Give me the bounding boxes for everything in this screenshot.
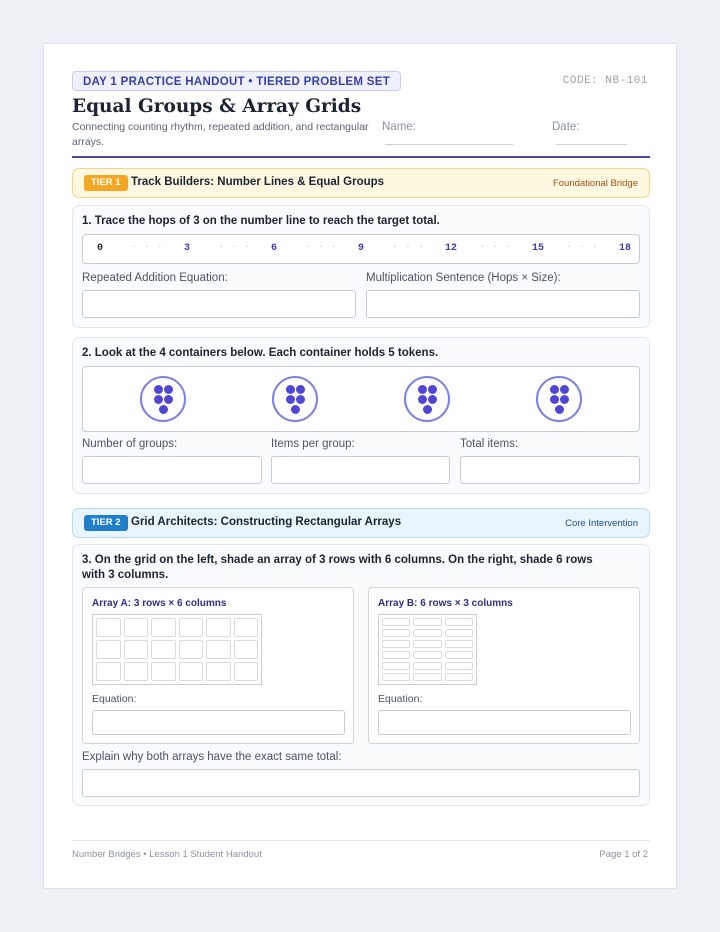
handout-badge: DAY 1 PRACTICE HANDOUT • TIERED PROBLEM SET bbox=[72, 71, 401, 91]
array-b-equation-label: Equation: bbox=[378, 693, 423, 705]
tier1-title: Track Builders: Number Lines & Equal Groups bbox=[131, 176, 385, 188]
token bbox=[154, 385, 163, 394]
grid-cell[interactable] bbox=[445, 640, 473, 648]
array-a-equation-input[interactable] bbox=[92, 710, 345, 735]
grid-cell[interactable] bbox=[124, 640, 149, 659]
number-line-tick: 0 bbox=[97, 243, 104, 254]
tier2-banner bbox=[72, 508, 650, 538]
multiplication-sentence-input[interactable] bbox=[366, 290, 640, 318]
array-b-equation-input[interactable] bbox=[378, 710, 631, 735]
name-label: Name: bbox=[382, 121, 416, 133]
grid-cell[interactable] bbox=[151, 640, 176, 659]
grid-cell[interactable] bbox=[382, 629, 410, 637]
grid-cell[interactable] bbox=[96, 618, 121, 637]
tier1-chip: TIER 1 bbox=[84, 175, 128, 191]
grid-cell[interactable] bbox=[96, 662, 121, 681]
grid-cell[interactable] bbox=[382, 618, 410, 626]
grid-cell[interactable] bbox=[96, 640, 121, 659]
token bbox=[159, 405, 168, 414]
array-a-grid[interactable] bbox=[92, 614, 262, 685]
groups-label: Number of groups: bbox=[82, 438, 178, 450]
tier1-tag: Foundational Bridge bbox=[552, 178, 638, 189]
handout-code: CODE: NB-101 bbox=[562, 75, 648, 87]
token bbox=[296, 395, 305, 404]
number-line-dots: · · · bbox=[392, 242, 425, 252]
grid-cell[interactable] bbox=[151, 618, 176, 637]
array-b-card bbox=[368, 587, 640, 744]
groups-input[interactable] bbox=[82, 456, 262, 484]
tier2-title: Grid Architects: Constructing Rectangular Arrays bbox=[131, 516, 402, 528]
token bbox=[555, 405, 564, 414]
footer-left: Number Bridges • Lesson 1 Student Handout bbox=[72, 849, 262, 860]
containers-panel bbox=[82, 366, 640, 432]
footer-page-number: Page 1 of 2 bbox=[599, 849, 648, 860]
grid-cell[interactable] bbox=[382, 673, 410, 681]
date-label: Date: bbox=[552, 121, 580, 133]
tier2-chip: TIER 2 bbox=[84, 515, 128, 531]
tier2-tag: Core Intervention bbox=[565, 518, 638, 529]
number-line-tick: 3 bbox=[184, 243, 191, 254]
grid-cell[interactable] bbox=[413, 640, 441, 648]
footer-divider bbox=[72, 840, 650, 841]
grid-cell[interactable] bbox=[382, 640, 410, 648]
question-2-prompt: 2. Look at the 4 containers below. Each container holds 5 tokens. bbox=[82, 347, 439, 359]
grid-cell[interactable] bbox=[179, 662, 204, 681]
grid-cell[interactable] bbox=[413, 618, 441, 626]
grid-cell[interactable] bbox=[382, 662, 410, 670]
number-line-dots: · · · bbox=[479, 242, 512, 252]
number-line bbox=[82, 234, 640, 264]
grid-cell[interactable] bbox=[206, 618, 231, 637]
repeated-addition-input[interactable] bbox=[82, 290, 356, 318]
container-circle bbox=[536, 376, 582, 422]
items-per-group-label: Items per group: bbox=[271, 438, 355, 450]
container-circle bbox=[404, 376, 450, 422]
token bbox=[291, 405, 300, 414]
token bbox=[560, 385, 569, 394]
token bbox=[164, 395, 173, 404]
grid-cell[interactable] bbox=[445, 618, 473, 626]
number-line-tick: 18 bbox=[619, 243, 632, 254]
grid-cell[interactable] bbox=[413, 673, 441, 681]
token bbox=[550, 395, 559, 404]
explain-input[interactable] bbox=[82, 769, 640, 797]
token bbox=[286, 395, 295, 404]
container-circle bbox=[140, 376, 186, 422]
header-divider bbox=[72, 156, 650, 158]
number-line-tick: 15 bbox=[532, 243, 545, 254]
number-line-tick: 6 bbox=[271, 243, 278, 254]
number-line-dots: · · · bbox=[131, 242, 164, 252]
token bbox=[164, 385, 173, 394]
grid-cell[interactable] bbox=[445, 673, 473, 681]
grid-cell[interactable] bbox=[413, 662, 441, 670]
tier1-banner bbox=[72, 168, 650, 198]
grid-cell[interactable] bbox=[382, 651, 410, 659]
question-1-prompt: 1. Trace the hops of 3 on the number line to reach the target total. bbox=[82, 215, 440, 227]
token bbox=[428, 385, 437, 394]
token bbox=[286, 385, 295, 394]
grid-cell[interactable] bbox=[234, 662, 259, 681]
number-line-dots: · · · bbox=[305, 242, 338, 252]
grid-cell[interactable] bbox=[124, 618, 149, 637]
token bbox=[418, 395, 427, 404]
handout-page bbox=[43, 43, 677, 889]
array-b-grid[interactable] bbox=[378, 614, 477, 685]
token bbox=[418, 385, 427, 394]
array-b-title: Array B: 6 rows × 3 columns bbox=[378, 598, 513, 609]
multiplication-sentence-label: Multiplication Sentence (Hops × Size): bbox=[366, 272, 561, 284]
grid-cell[interactable] bbox=[413, 629, 441, 637]
array-a-title: Array A: 3 rows × 6 columns bbox=[92, 598, 227, 609]
date-field[interactable] bbox=[556, 144, 627, 145]
array-a-equation-label: Equation: bbox=[92, 693, 137, 705]
token bbox=[296, 385, 305, 394]
number-line-dots: · · · bbox=[566, 242, 599, 252]
grid-cell[interactable] bbox=[234, 618, 259, 637]
number-line-dots: · · · bbox=[218, 242, 251, 252]
page-subtitle: Connecting counting rhythm, repeated addition, and rectangular arrays. bbox=[72, 121, 369, 148]
explain-label: Explain why both arrays have the exact same total: bbox=[82, 751, 342, 763]
total-items-input[interactable] bbox=[460, 456, 640, 484]
repeated-addition-label: Repeated Addition Equation: bbox=[82, 272, 228, 284]
grid-cell[interactable] bbox=[206, 662, 231, 681]
token bbox=[423, 405, 432, 414]
container-circle bbox=[272, 376, 318, 422]
grid-cell[interactable] bbox=[445, 662, 473, 670]
grid-cell[interactable] bbox=[234, 640, 259, 659]
question-2-card bbox=[72, 337, 650, 494]
grid-cell[interactable] bbox=[206, 640, 231, 659]
name-field[interactable] bbox=[385, 144, 513, 145]
grid-cell[interactable] bbox=[445, 651, 473, 659]
grid-cell[interactable] bbox=[445, 629, 473, 637]
page-title: Equal Groups & Array Grids bbox=[72, 96, 362, 117]
token bbox=[154, 395, 163, 404]
grid-cell[interactable] bbox=[179, 640, 204, 659]
question-3-card bbox=[72, 544, 650, 806]
grid-cell[interactable] bbox=[124, 662, 149, 681]
token bbox=[428, 395, 437, 404]
items-per-group-input[interactable] bbox=[271, 456, 450, 484]
total-items-label: Total items: bbox=[460, 438, 519, 450]
grid-cell[interactable] bbox=[179, 618, 204, 637]
token bbox=[560, 395, 569, 404]
question-1-card bbox=[72, 205, 650, 328]
question-3-prompt: 3. On the grid on the left, shade an array of 3 rows with 6 columns. On the right, shade 6 rows with 3 columns. bbox=[82, 554, 593, 581]
number-line-tick: 12 bbox=[445, 243, 458, 254]
number-line-tick: 9 bbox=[358, 243, 365, 254]
grid-cell[interactable] bbox=[151, 662, 176, 681]
token bbox=[550, 385, 559, 394]
array-a-card bbox=[82, 587, 354, 744]
grid-cell[interactable] bbox=[413, 651, 441, 659]
